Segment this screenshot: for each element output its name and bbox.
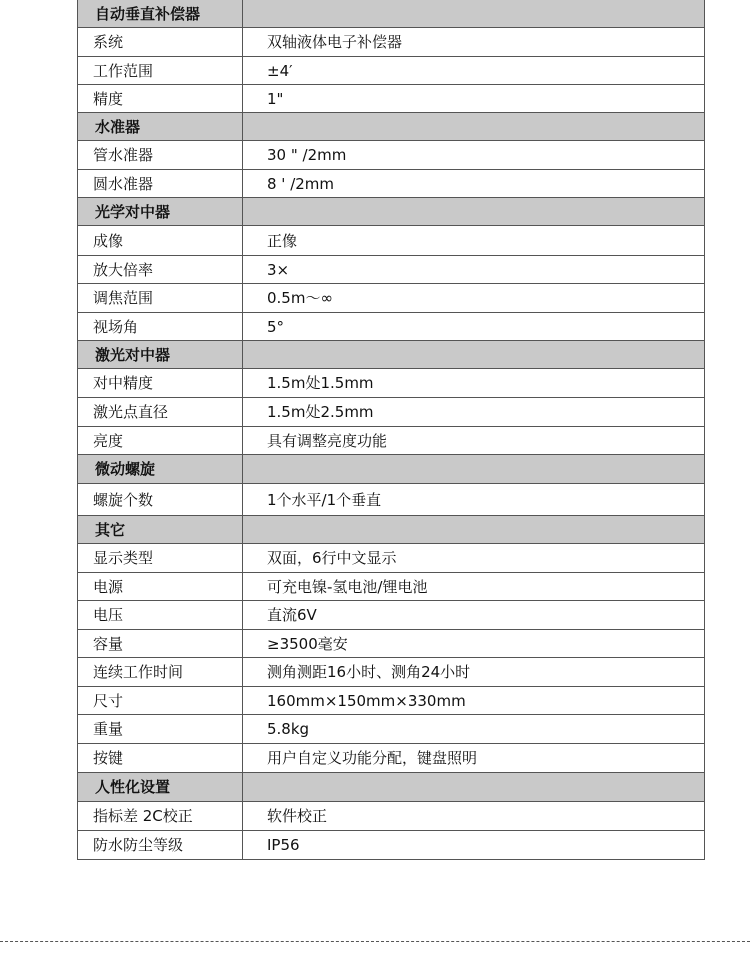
spec-value: 软件校正 bbox=[243, 802, 705, 831]
spec-label: 放大倍率 bbox=[78, 256, 243, 284]
spec-row bbox=[78, 398, 705, 427]
section-header-row bbox=[78, 773, 705, 802]
spec-row bbox=[78, 630, 705, 658]
spec-value: 5° bbox=[243, 313, 705, 341]
spec-value: 1个水平/1个垂直 bbox=[243, 484, 705, 516]
spec-row bbox=[78, 687, 705, 715]
spec-row bbox=[78, 28, 705, 57]
spec-label: 电源 bbox=[78, 573, 243, 601]
spec-table-body bbox=[78, 0, 705, 860]
spec-row bbox=[78, 544, 705, 573]
spec-row bbox=[78, 226, 705, 256]
section-header-row bbox=[78, 198, 705, 226]
spec-row bbox=[78, 170, 705, 198]
spec-value: 1.5m处1.5mm bbox=[243, 369, 705, 398]
section-title: 人性化设置 bbox=[78, 773, 243, 802]
spec-label: 精度 bbox=[78, 85, 243, 113]
spec-table bbox=[77, 0, 705, 860]
spec-value: ±4′ bbox=[243, 57, 705, 85]
spec-label: 圆水准器 bbox=[78, 170, 243, 198]
section-header-row bbox=[78, 455, 705, 484]
section-title: 自动垂直补偿器 bbox=[78, 0, 243, 28]
spec-row bbox=[78, 427, 705, 455]
spec-label: 工作范围 bbox=[78, 57, 243, 85]
dashed-divider bbox=[0, 941, 750, 942]
section-header-row bbox=[78, 113, 705, 141]
section-header-blank-cell bbox=[243, 198, 705, 226]
section-title: 激光对中器 bbox=[78, 341, 243, 369]
spec-value: 1.5m处2.5mm bbox=[243, 398, 705, 427]
spec-value: 用户自定义功能分配，键盘照明 bbox=[243, 744, 705, 773]
spec-value: 测角测距16小时、测角24小时 bbox=[243, 658, 705, 687]
spec-value: 3× bbox=[243, 256, 705, 284]
spec-label: 管水准器 bbox=[78, 141, 243, 170]
spec-label: 对中精度 bbox=[78, 369, 243, 398]
spec-row bbox=[78, 57, 705, 85]
section-header-blank-cell bbox=[243, 341, 705, 369]
spec-label: 成像 bbox=[78, 226, 243, 256]
spec-value: IP56 bbox=[243, 831, 705, 860]
spec-value: 1" bbox=[243, 85, 705, 113]
spec-row bbox=[78, 658, 705, 687]
spec-value: 双轴液体电子补偿器 bbox=[243, 28, 705, 57]
spec-value: 具有调整亮度功能 bbox=[243, 427, 705, 455]
section-header-row bbox=[78, 516, 705, 544]
spec-label: 显示类型 bbox=[78, 544, 243, 573]
spec-value: 8 ' /2mm bbox=[243, 170, 705, 198]
spec-label: 螺旋个数 bbox=[78, 484, 243, 516]
spec-label: 按键 bbox=[78, 744, 243, 773]
spec-label: 电压 bbox=[78, 601, 243, 630]
section-header-row bbox=[78, 341, 705, 369]
spec-row bbox=[78, 715, 705, 744]
spec-label: 尺寸 bbox=[78, 687, 243, 715]
spec-label: 亮度 bbox=[78, 427, 243, 455]
spec-row bbox=[78, 85, 705, 113]
spec-value: 0.5m～∞ bbox=[243, 284, 705, 313]
section-title: 光学对中器 bbox=[78, 198, 243, 226]
section-header-blank-cell bbox=[243, 0, 705, 28]
spec-value: 30 " /2mm bbox=[243, 141, 705, 170]
spec-label: 系统 bbox=[78, 28, 243, 57]
section-header-blank-cell bbox=[243, 516, 705, 544]
spec-row bbox=[78, 831, 705, 860]
spec-row bbox=[78, 744, 705, 773]
spec-row bbox=[78, 484, 705, 516]
section-header-blank-cell bbox=[243, 455, 705, 484]
spec-row bbox=[78, 573, 705, 601]
spec-row bbox=[78, 369, 705, 398]
section-header-row bbox=[78, 0, 705, 28]
section-title: 微动螺旋 bbox=[78, 455, 243, 484]
spec-row bbox=[78, 802, 705, 831]
section-title: 其它 bbox=[78, 516, 243, 544]
section-header-blank-cell bbox=[243, 773, 705, 802]
spec-label: 指标差 2C校正 bbox=[78, 802, 243, 831]
spec-label: 视场角 bbox=[78, 313, 243, 341]
spec-row bbox=[78, 141, 705, 170]
spec-label: 重量 bbox=[78, 715, 243, 744]
spec-row bbox=[78, 313, 705, 341]
spec-value: 5.8kg bbox=[243, 715, 705, 744]
spec-row bbox=[78, 601, 705, 630]
spec-label: 激光点直径 bbox=[78, 398, 243, 427]
section-title: 水准器 bbox=[78, 113, 243, 141]
spec-label: 防水防尘等级 bbox=[78, 831, 243, 860]
spec-value: ≥3500毫安 bbox=[243, 630, 705, 658]
spec-row bbox=[78, 284, 705, 313]
spec-label: 调焦范围 bbox=[78, 284, 243, 313]
spec-label: 连续工作时间 bbox=[78, 658, 243, 687]
spec-value: 正像 bbox=[243, 226, 705, 256]
spec-value: 160mm×150mm×330mm bbox=[243, 687, 705, 715]
section-header-blank-cell bbox=[243, 113, 705, 141]
spec-label: 容量 bbox=[78, 630, 243, 658]
spec-value: 直流6V bbox=[243, 601, 705, 630]
spec-value: 双面，6行中文显示 bbox=[243, 544, 705, 573]
spec-row bbox=[78, 256, 705, 284]
spec-value: 可充电镍-氢电池/锂电池 bbox=[243, 573, 705, 601]
